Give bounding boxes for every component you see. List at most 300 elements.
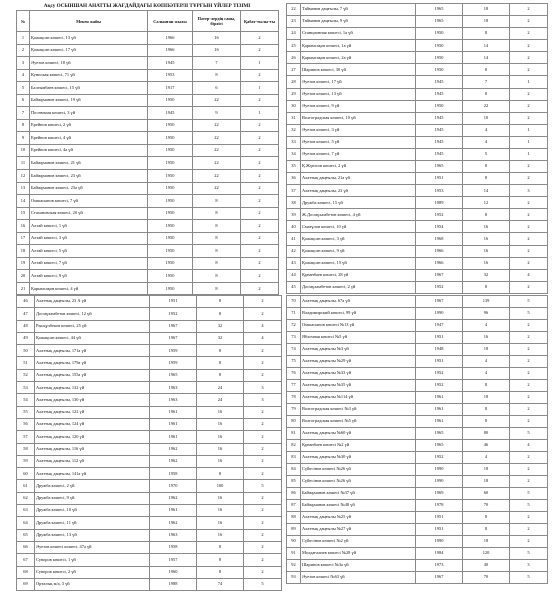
storeys-cell: 5 xyxy=(510,428,548,440)
table-row xyxy=(287,416,548,428)
flats-cell: 8 xyxy=(463,28,510,40)
flats-cell: 22 xyxy=(463,100,510,112)
row-number: 71 xyxy=(287,308,301,320)
year-cell: 1950 xyxy=(416,100,463,112)
table-row xyxy=(17,245,279,258)
row-number: 39 xyxy=(287,209,301,221)
flats-cell: 8 xyxy=(197,566,244,578)
row-number: 23 xyxy=(287,16,301,28)
table-row xyxy=(17,94,279,107)
address-cell: Кунпская көшесі, 71 үй xyxy=(30,69,148,82)
storeys-cell: 2 xyxy=(244,406,282,418)
address-cell: Алаттық даңғылы, 132 үй xyxy=(35,382,150,394)
table-row xyxy=(287,500,548,512)
flats-cell: 14 xyxy=(463,185,510,197)
address-cell: Орталық м/а, 3 үй xyxy=(35,578,150,590)
address-cell: Суворов көшесі, 2 үй xyxy=(35,566,150,578)
flats-cell: 80 xyxy=(463,428,510,440)
row-number: 15 xyxy=(17,207,30,220)
flats-cell: 18 xyxy=(463,4,510,16)
address-cell: Әуезов көшесі №63 үй xyxy=(301,572,416,584)
table-row xyxy=(17,207,279,220)
year-cell: 1947 xyxy=(416,320,463,332)
year-cell: 1962 xyxy=(150,492,197,504)
flats-cell: 6 xyxy=(193,82,241,95)
address-cell: Әуезов көшесі көшесі, 47а үй xyxy=(35,541,150,553)
flats-cell: 5 xyxy=(463,148,510,160)
table-row xyxy=(17,418,282,430)
table-row xyxy=(17,182,279,195)
storeys-cell: 2 xyxy=(510,257,548,269)
storeys-cell: 2 xyxy=(244,431,282,443)
storeys-cell: 5 xyxy=(244,578,282,590)
table-row xyxy=(287,320,548,332)
table-row xyxy=(17,492,282,504)
flats-cell: 8 xyxy=(193,232,241,245)
flats-cell: 139 xyxy=(463,296,510,308)
storeys-cell: 2 xyxy=(510,64,548,76)
storeys-cell: 2 xyxy=(244,505,282,517)
address-cell: Алаттық даңғылы, 141а үй xyxy=(35,468,150,480)
address-cell: Алаттық даңғылы, 116 үй xyxy=(35,443,150,455)
table-row xyxy=(17,320,282,332)
address-cell: Алаттық даңғылы №29 үй xyxy=(301,356,416,368)
row-number: 31 xyxy=(287,112,301,124)
address-cell: Алаттық даңғылы №114 үй xyxy=(301,392,416,404)
table-row xyxy=(17,220,279,233)
table-row xyxy=(287,281,548,293)
address-cell: Дружба көшесі, 9 үй xyxy=(35,492,150,504)
storeys-cell: 2 xyxy=(510,112,548,124)
row-number: 48 xyxy=(17,320,35,332)
address-cell: Алаттық даңғылы №30 үй xyxy=(301,452,416,464)
address-cell: Алаттық даңғылы, 155а үй xyxy=(35,369,150,381)
table-row xyxy=(17,232,279,245)
address-cell: Дружба көшесі, 15 үй xyxy=(301,197,416,209)
storeys-cell: 5 xyxy=(510,572,548,584)
year-cell: 1990 xyxy=(416,308,463,320)
flats-cell: 8 xyxy=(463,512,510,524)
row-number: 30 xyxy=(287,100,301,112)
row-number: 64 xyxy=(17,517,35,529)
flats-cell: 16 xyxy=(463,257,510,269)
year-cell: 1966 xyxy=(416,245,463,257)
year-cell: 1973 xyxy=(416,560,463,572)
storeys-cell: 5 xyxy=(510,500,548,512)
storeys-cell: 1 xyxy=(510,124,548,136)
flats-cell: 8 xyxy=(197,468,244,480)
row-number: 45 xyxy=(287,281,301,293)
row-number: 56 xyxy=(17,418,35,430)
row-number: 87 xyxy=(287,500,301,512)
year-cell: 1978 xyxy=(416,500,463,512)
row-number: 4 xyxy=(17,69,30,82)
storeys-cell: 2 xyxy=(241,157,279,170)
table-row xyxy=(287,185,548,197)
storeys-cell: 2 xyxy=(510,392,548,404)
flats-cell: 8 xyxy=(197,345,244,357)
storeys-cell: 2 xyxy=(241,69,279,82)
table-row xyxy=(17,529,282,541)
address-cell: Алаттық даңғылы, 67а үй xyxy=(301,296,416,308)
address-cell: Әуезов көшесі, 5 үй xyxy=(301,136,416,148)
row-number: 34 xyxy=(287,148,301,160)
address-cell: Сүйесінов көшесі №26 үй xyxy=(301,464,416,476)
flats-cell: 16 xyxy=(197,443,244,455)
flats-cell: 22 xyxy=(193,170,241,183)
year-cell: 1950 xyxy=(416,52,463,64)
address-cell: Ж.Досмұхамбетов көшесі, 4 үй xyxy=(301,209,416,221)
address-cell: Алаттық даңғылы №35 үй xyxy=(301,380,416,392)
storeys-cell: 2 xyxy=(241,132,279,145)
table-row xyxy=(287,476,548,488)
address-cell: Дружба көшесі, 10 үй xyxy=(35,505,150,517)
row-number: 54 xyxy=(17,394,35,406)
row-number: 42 xyxy=(287,245,301,257)
storeys-cell: 2 xyxy=(244,345,282,357)
table-row xyxy=(287,64,548,76)
table-row xyxy=(287,136,548,148)
address-cell: Тайманов даңғылы, 9 үй xyxy=(301,16,416,28)
table-row xyxy=(287,40,548,52)
address-cell: Алаттық даңғылы №25 үй xyxy=(301,512,416,524)
storeys-cell: 2 xyxy=(244,308,282,320)
storeys-cell: 2 xyxy=(510,332,548,344)
flats-cell: 7 xyxy=(463,76,510,88)
storeys-cell: 2 xyxy=(510,52,548,64)
address-cell: Алаттық даңғылы, 23 үй xyxy=(301,185,416,197)
flats-cell: 16 xyxy=(197,529,244,541)
year-cell: 1950 xyxy=(148,270,193,283)
table-row xyxy=(287,308,548,320)
year-cell: 1952 xyxy=(150,308,197,320)
address-cell: Байжұманов көшесі, 23а үй xyxy=(30,182,148,195)
storeys-cell: 2 xyxy=(510,344,548,356)
flats-cell: 22 xyxy=(193,157,241,170)
address-cell: Әуезов көшесі, 18 үй xyxy=(30,57,148,70)
storeys-cell: 2 xyxy=(241,207,279,220)
row-number: 8 xyxy=(17,119,30,132)
storeys-cell: 2 xyxy=(510,476,548,488)
row-number: 33 xyxy=(287,136,301,148)
flats-cell: 8 xyxy=(193,207,241,220)
table-row xyxy=(17,443,282,455)
flats-cell: 8 xyxy=(463,404,510,416)
address-cell: Балгымбаев көшесі, 15 үй xyxy=(30,82,148,95)
storeys-cell: 2 xyxy=(241,170,279,183)
table-row xyxy=(287,296,548,308)
table-row xyxy=(287,368,548,380)
flats-cell: 22 xyxy=(193,119,241,132)
table-row xyxy=(17,566,282,578)
storeys-cell: 2 xyxy=(510,416,548,428)
flats-cell: 100 xyxy=(197,480,244,492)
storeys-cell: 2 xyxy=(510,512,548,524)
year-cell: 1969 xyxy=(416,488,463,500)
table-row xyxy=(287,209,548,221)
year-cell: 1950 xyxy=(148,195,193,208)
address-cell: Алтай көшесі, 3 үй xyxy=(30,232,148,245)
table-row xyxy=(287,392,548,404)
header-year: Салынған жылы xyxy=(148,11,193,32)
flats-cell: 70 xyxy=(463,500,510,512)
housing-table-top-right xyxy=(286,3,548,294)
address-cell: Қ.Жүнісов көшесі, 2 үй xyxy=(301,161,416,173)
year-cell: 1967 xyxy=(416,572,463,584)
row-number: 75 xyxy=(287,356,301,368)
housing-table-bottom-left xyxy=(16,295,282,591)
table-row xyxy=(17,132,279,145)
row-number: 82 xyxy=(287,440,301,452)
storeys-cell: 2 xyxy=(241,195,279,208)
year-cell: 1965 xyxy=(416,16,463,28)
storeys-cell: 4 xyxy=(510,269,548,281)
storeys-cell: 2 xyxy=(244,517,282,529)
address-cell: Қожақсан көшесі, 44 үй xyxy=(35,332,150,344)
year-cell: 1950 xyxy=(148,94,193,107)
flats-cell: 22 xyxy=(193,182,241,195)
flats-cell: 16 xyxy=(463,332,510,344)
storeys-cell: 2 xyxy=(510,356,548,368)
table-row xyxy=(17,32,279,45)
row-number: 26 xyxy=(287,52,301,64)
table-row xyxy=(17,44,279,57)
storeys-cell: 5 xyxy=(510,488,548,500)
table-row xyxy=(287,233,548,245)
storeys-cell: 2 xyxy=(241,182,279,195)
flats-cell: 18 xyxy=(463,536,510,548)
table-row xyxy=(287,88,548,100)
storeys-cell: 2 xyxy=(510,161,548,173)
row-number: 65 xyxy=(17,529,35,541)
row-number: 76 xyxy=(287,368,301,380)
row-number: 3 xyxy=(17,57,30,70)
year-cell: 1950 xyxy=(416,28,463,40)
table-row xyxy=(287,245,548,257)
year-cell: 1945 xyxy=(416,76,463,88)
flats-cell: 12 xyxy=(463,197,510,209)
address-cell: Қожақсан көшесі, 15 үй xyxy=(301,257,416,269)
storeys-cell: 1 xyxy=(241,82,279,95)
address-cell: Дружба көшесі, 13 үй xyxy=(35,529,150,541)
table-row xyxy=(287,332,548,344)
address-cell: Владимирский көшесі, 99 үй xyxy=(301,308,416,320)
table-row xyxy=(17,157,279,170)
storeys-cell: 4 xyxy=(244,320,282,332)
row-number: 35 xyxy=(287,161,301,173)
table-row xyxy=(17,541,282,553)
address-cell: Досмұхамбетов көшесі, 2 үй xyxy=(301,281,416,293)
row-number: 17 xyxy=(17,232,30,245)
storeys-cell: 2 xyxy=(510,404,548,416)
table-row xyxy=(287,344,548,356)
year-cell: 1965 xyxy=(416,161,463,173)
year-cell: 1950 xyxy=(148,207,193,220)
year-cell: 1988 xyxy=(150,578,197,590)
flats-cell: 70 xyxy=(463,572,510,584)
address-cell: Алаттық даңғылы №3 үй xyxy=(301,344,416,356)
address-cell: Ерейнов көшесі, 2 үй xyxy=(30,119,148,132)
flats-cell: 4 xyxy=(463,124,510,136)
address-cell: Алаттық даңғылы, 122 үй xyxy=(35,406,150,418)
row-number: 81 xyxy=(287,428,301,440)
storeys-cell: 2 xyxy=(510,320,548,332)
row-number: 73 xyxy=(287,332,301,344)
address-cell: Қожақсан көшесі, 3 үй xyxy=(301,233,416,245)
year-cell: 1962 xyxy=(150,517,197,529)
flats-cell: 8 xyxy=(463,524,510,536)
storeys-cell: 3 xyxy=(510,560,548,572)
row-number: 24 xyxy=(287,28,301,40)
table-row xyxy=(287,16,548,28)
address-cell: Әуезов көшесі, 9 үй xyxy=(301,100,416,112)
address-cell: Дружба көшесі, 11 үй xyxy=(35,517,150,529)
flats-cell: 24 xyxy=(197,382,244,394)
year-cell: 1953 xyxy=(148,69,193,82)
row-number: 90 xyxy=(287,536,301,548)
flats-cell: 8 xyxy=(193,69,241,82)
flats-cell: 8 xyxy=(197,554,244,566)
year-cell: 1957 xyxy=(150,554,197,566)
flats-cell: 22 xyxy=(193,94,241,107)
storeys-cell: 1 xyxy=(241,107,279,120)
address-cell: Байжұманов көшесі, 23 үй xyxy=(30,170,148,183)
year-cell: 1950 xyxy=(416,64,463,76)
address-cell: Байжұманов көшесі №37 үй xyxy=(301,488,416,500)
address-cell: Волгоградская көшесі №3 үй xyxy=(301,404,416,416)
header-flats: Пәтер-лердің саны, бірлігі xyxy=(193,11,241,32)
table-row xyxy=(287,161,548,173)
year-cell: 1961 xyxy=(150,406,197,418)
year-cell: 1967 xyxy=(150,332,197,344)
flats-cell: 14 xyxy=(463,40,510,52)
table-row xyxy=(17,394,282,406)
year-cell: 1951 xyxy=(416,173,463,185)
flats-cell: 8 xyxy=(463,173,510,185)
storeys-cell: 4 xyxy=(244,332,282,344)
address-cell: Алтай көшесі, 9 үй xyxy=(30,270,148,283)
table-row xyxy=(287,4,548,16)
flats-cell: 4 xyxy=(463,452,510,464)
storeys-cell: 2 xyxy=(244,554,282,566)
storeys-cell: 2 xyxy=(510,4,548,16)
storeys-cell: 2 xyxy=(244,296,282,308)
row-number: 25 xyxy=(287,40,301,52)
storeys-cell: 2 xyxy=(510,368,548,380)
year-cell: 1962 xyxy=(150,455,197,467)
flats-cell: 8 xyxy=(197,308,244,320)
flats-cell: 22 xyxy=(193,144,241,157)
storeys-cell: 2 xyxy=(244,455,282,467)
row-number: 67 xyxy=(17,554,35,566)
storeys-cell: 2 xyxy=(241,144,279,157)
storeys-cell: 3 xyxy=(510,185,548,197)
address-cell: Қожақсан көшесі, 17 үй xyxy=(30,44,148,57)
table-row xyxy=(287,100,548,112)
flats-cell: 32 xyxy=(197,332,244,344)
storeys-cell: 2 xyxy=(244,541,282,553)
row-number: 86 xyxy=(287,488,301,500)
address-cell: Байжұманов көшесі, 21 үй xyxy=(30,157,148,170)
flats-cell: 7 xyxy=(193,57,241,70)
row-number: 12 xyxy=(17,170,30,183)
storeys-cell: 5 xyxy=(510,296,548,308)
row-number: 38 xyxy=(287,197,301,209)
flats-cell: 16 xyxy=(463,233,510,245)
storeys-cell: 2 xyxy=(244,443,282,455)
flats-cell: 74 xyxy=(197,578,244,590)
year-cell: 1965 xyxy=(416,4,463,16)
address-cell: Сүйесінов көшесі №26 үй xyxy=(301,476,416,488)
flats-cell: 8 xyxy=(463,380,510,392)
year-cell: 1965 xyxy=(150,369,197,381)
address-cell: Сүйесінов көшесі №2 үй xyxy=(301,536,416,548)
flats-cell: 8 xyxy=(463,161,510,173)
year-cell: 1917 xyxy=(148,82,193,95)
row-number: 93 xyxy=(287,572,301,584)
address-cell: Ерейнов көшесі, 4 үй xyxy=(30,132,148,145)
row-number: 72 xyxy=(287,320,301,332)
row-number: 11 xyxy=(17,157,30,170)
year-cell: 1945 xyxy=(416,136,463,148)
address-cell: Алаттық даңғылы №60 үй xyxy=(301,428,416,440)
storeys-cell: 2 xyxy=(510,100,548,112)
address-cell: Алтай көшесі, 5 үй xyxy=(30,245,148,258)
table-row xyxy=(287,512,548,524)
flats-cell: 9 xyxy=(193,107,241,120)
row-number: 50 xyxy=(17,345,35,357)
row-number: 70 xyxy=(287,296,301,308)
address-cell: Байжұманов көшесі, 19 үй xyxy=(30,94,148,107)
address-cell: Посевноая көшесі, 3 үй xyxy=(30,107,148,120)
storeys-cell: 2 xyxy=(510,16,548,28)
flats-cell: 8 xyxy=(463,88,510,100)
row-number: 89 xyxy=(287,524,301,536)
address-cell: Станционная көшесі, 1а үй xyxy=(301,28,416,40)
year-cell: 1989 xyxy=(416,197,463,209)
storeys-cell: 2 xyxy=(510,452,548,464)
year-cell: 1990 xyxy=(416,464,463,476)
storeys-cell: 2 xyxy=(241,270,279,283)
table-row xyxy=(287,404,548,416)
address-cell: Молдағалиев көшесі №28 үй xyxy=(301,548,416,560)
row-number: 80 xyxy=(287,416,301,428)
table-row xyxy=(287,356,548,368)
table-row xyxy=(17,406,282,418)
year-cell: 1961 xyxy=(416,404,463,416)
year-cell: 1990 xyxy=(416,476,463,488)
address-cell: Құнанбаев көшесі, 28 үй xyxy=(301,269,416,281)
flats-cell: 8 xyxy=(193,245,241,258)
table-row xyxy=(287,112,548,124)
storeys-cell: 5 xyxy=(244,480,282,492)
table-row xyxy=(287,221,548,233)
year-cell: 1961 xyxy=(150,431,197,443)
flats-cell: 18 xyxy=(463,16,510,28)
year-cell: 1962 xyxy=(150,443,197,455)
row-number: 77 xyxy=(287,380,301,392)
row-number: 92 xyxy=(287,560,301,572)
year-cell: 1966 xyxy=(148,32,193,45)
storeys-cell: 2 xyxy=(244,566,282,578)
table-row xyxy=(17,282,279,295)
table-row xyxy=(17,107,279,120)
row-number: 19 xyxy=(17,257,30,270)
table-row xyxy=(17,357,282,369)
row-number: 2 xyxy=(17,44,30,57)
year-cell: 1953 xyxy=(416,185,463,197)
address-cell: Байжұманов көшесі №48 үй xyxy=(301,500,416,512)
